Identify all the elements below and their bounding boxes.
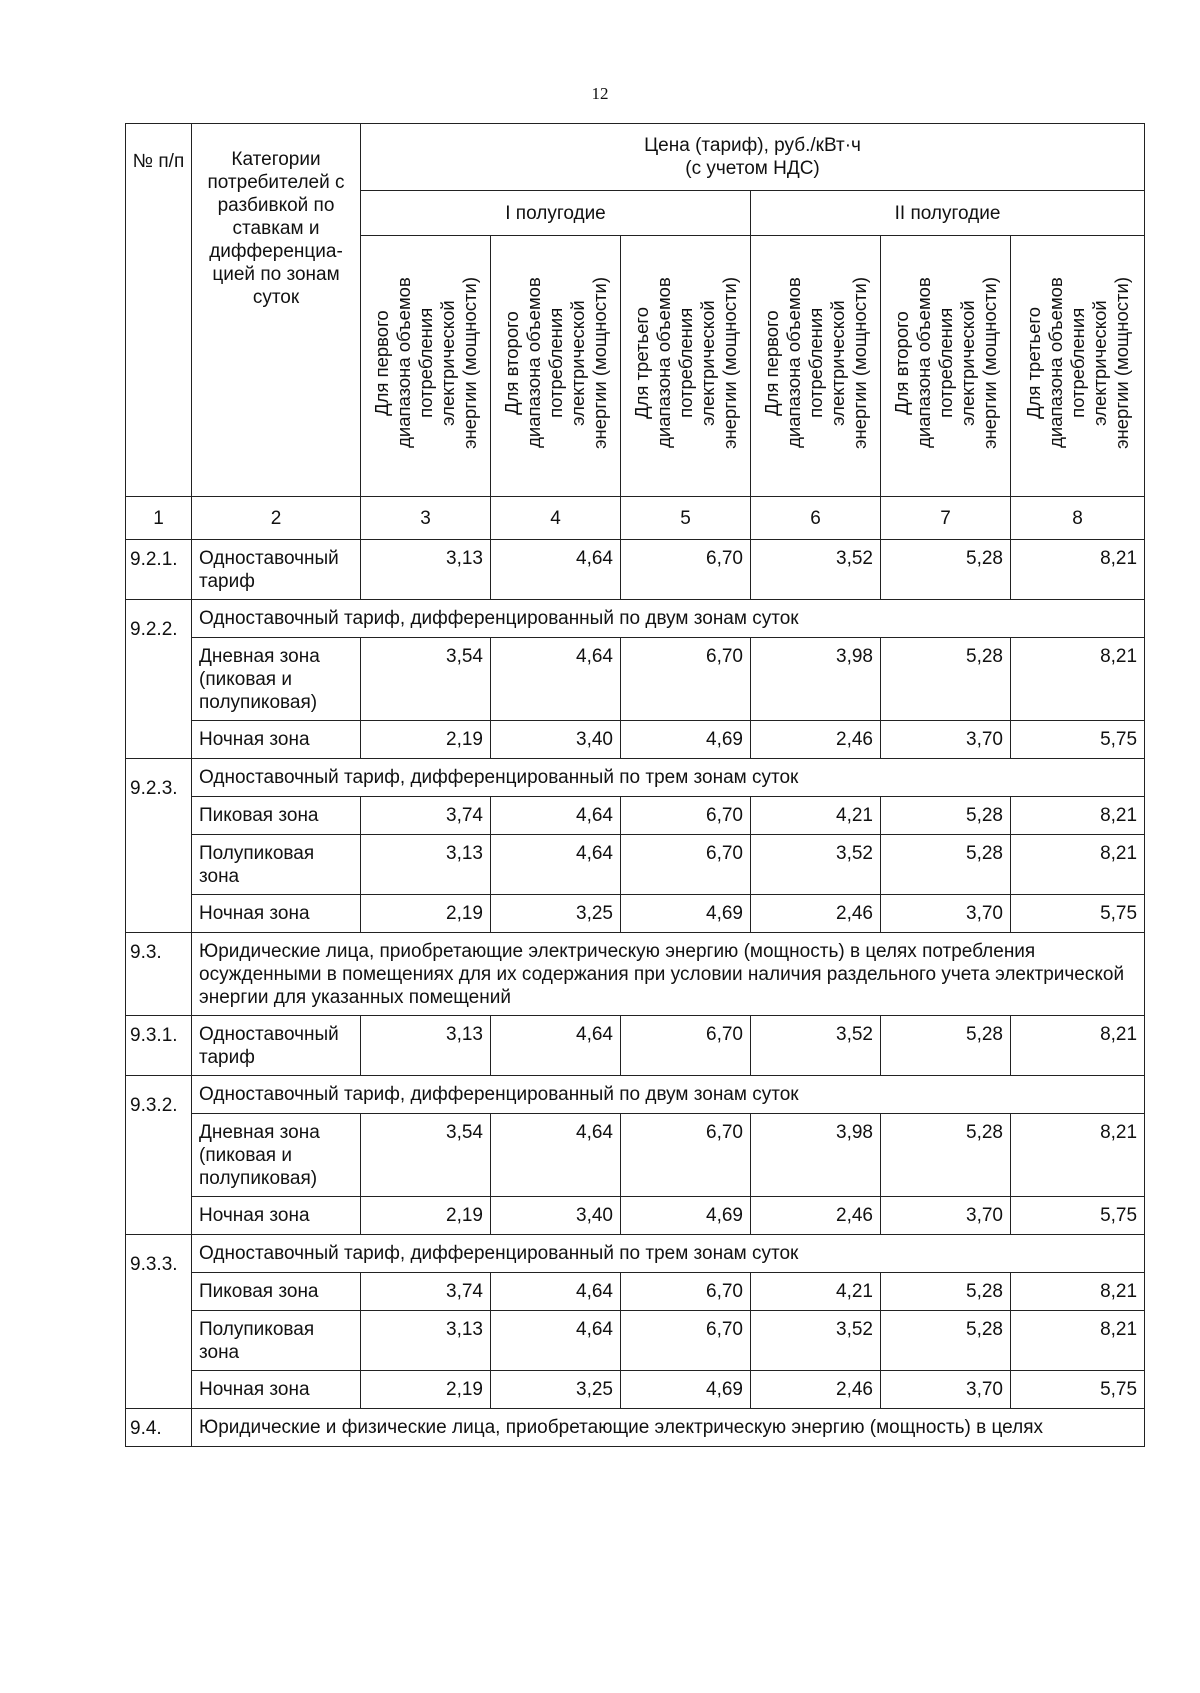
price-cell: 5,28 <box>881 638 1011 721</box>
price-cell: 8,21 <box>1011 835 1145 895</box>
section-title: Одноставочный тариф, дифференцированный по трем зонам суток <box>192 1235 1145 1273</box>
half1-header: I полугодие <box>361 191 751 236</box>
price-cell: 5,28 <box>881 540 1011 600</box>
price-cell: 4,69 <box>621 721 751 759</box>
price-cell: 3,52 <box>751 835 881 895</box>
price-cell: 3,13 <box>361 1311 491 1371</box>
range-label-line: энергии (мощности) <box>458 277 480 449</box>
price-cell: 3,40 <box>491 1197 621 1235</box>
price-cell: 4,69 <box>621 895 751 933</box>
table-row <box>126 1016 1145 1076</box>
price-cell: 2,19 <box>361 1197 491 1235</box>
column-number: 4 <box>491 497 621 540</box>
column-number: 1 <box>126 497 192 540</box>
price-cell: 5,75 <box>1011 895 1145 933</box>
range-label-line: электрической <box>956 300 978 426</box>
price-cell: 3,52 <box>751 540 881 600</box>
range-label-line: Для второго <box>500 311 522 415</box>
column-number: 2 <box>192 497 361 540</box>
price-header-line1: Цена (тариф), руб./кВт·ч <box>644 135 861 156</box>
category-name: Ночная зона <box>192 721 361 759</box>
price-cell: 5,28 <box>881 1114 1011 1197</box>
price-cell: 2,46 <box>751 1371 881 1409</box>
column-number: 8 <box>1011 497 1145 540</box>
range-label-line: потребления <box>934 307 956 419</box>
table-row <box>126 638 1145 721</box>
range-label-line: диапазона объемов <box>912 277 934 449</box>
table-row <box>126 540 1145 600</box>
header-row-price <box>126 124 1145 191</box>
range-label-line: энергии (мощности) <box>1110 277 1132 449</box>
range-label-line: диапазона объемов <box>652 277 674 449</box>
range-label-line: потребления <box>674 307 696 419</box>
section-title: Одноставочный тариф, дифференцированный по двум зонам суток <box>192 1076 1145 1114</box>
price-cell: 4,69 <box>621 1371 751 1409</box>
row-number: 9.3.3. <box>126 1235 192 1409</box>
price-cell: 5,75 <box>1011 1197 1145 1235</box>
price-cell: 5,28 <box>881 1016 1011 1076</box>
range-label-line: Для второго <box>890 311 912 415</box>
price-cell: 6,70 <box>621 1016 751 1076</box>
category-name: Одноставочный тариф <box>192 1016 361 1076</box>
price-cell: 4,69 <box>621 1197 751 1235</box>
row-number: 9.4. <box>126 1409 192 1447</box>
price-cell: 3,52 <box>751 1016 881 1076</box>
price-cell: 3,54 <box>361 1114 491 1197</box>
range-label-line: потребления <box>804 307 826 419</box>
category-header: Категории потребителей с разбивкой по ставкам и дифференциа-цией по зонам суток <box>192 124 361 497</box>
price-cell: 8,21 <box>1011 1273 1145 1311</box>
price-cell: 3,13 <box>361 1016 491 1076</box>
price-cell: 3,70 <box>881 721 1011 759</box>
range-label-line: диапазона объемов <box>522 277 544 449</box>
range1-h1-header <box>361 236 491 497</box>
range-label-line: электрической <box>696 300 718 426</box>
table-row <box>126 1197 1145 1235</box>
price-cell: 4,21 <box>751 1273 881 1311</box>
price-cell: 3,74 <box>361 797 491 835</box>
price-cell: 3,70 <box>881 1197 1011 1235</box>
page-number: 12 <box>591 84 609 103</box>
row-number: 9.3.1. <box>126 1016 192 1076</box>
price-cell: 3,74 <box>361 1273 491 1311</box>
column-number: 7 <box>881 497 1011 540</box>
price-cell: 6,70 <box>621 835 751 895</box>
range-label-line: энергии (мощности) <box>718 277 740 449</box>
range2-h2-header <box>881 236 1011 497</box>
table-row <box>126 1311 1145 1371</box>
price-cell: 3,70 <box>881 1371 1011 1409</box>
price-header <box>361 124 1145 191</box>
category-name: Дневная зона (пиковая и полупиковая) <box>192 1114 361 1197</box>
price-cell: 2,46 <box>751 895 881 933</box>
category-name: Полупиковая зона <box>192 1311 361 1371</box>
price-cell: 8,21 <box>1011 540 1145 600</box>
section-title: Юридические лица, приобретающие электрическую энергию (мощность) в целях потребления осужденными в помещениях для их содержания при условии наличия раздельного учета электрической энергии для указанных помещений <box>192 933 1145 1016</box>
table-row <box>126 721 1145 759</box>
range-label-line: энергии (мощности) <box>848 277 870 449</box>
range-label-line: Для третьего <box>1022 307 1044 419</box>
price-cell: 3,25 <box>491 1371 621 1409</box>
range-label-line: Для первого <box>760 310 782 416</box>
category-name: Ночная зона <box>192 1371 361 1409</box>
range-label-line: потребления <box>1066 307 1088 419</box>
section-title: Юридические и физические лица, приобретающие электрическую энергию (мощность) в целях <box>192 1409 1145 1447</box>
price-cell: 3,98 <box>751 638 881 721</box>
price-cell: 3,13 <box>361 835 491 895</box>
category-name: Одноставочный тариф <box>192 540 361 600</box>
category-name: Полупиковая зона <box>192 835 361 895</box>
tariff-table <box>125 123 1145 1447</box>
range1-h2-header <box>751 236 881 497</box>
column-number: 6 <box>751 497 881 540</box>
price-cell: 6,70 <box>621 638 751 721</box>
price-cell: 5,28 <box>881 1311 1011 1371</box>
row-number: 9.2.1. <box>126 540 192 600</box>
price-cell: 4,64 <box>491 1311 621 1371</box>
price-cell: 6,70 <box>621 1273 751 1311</box>
price-cell: 2,46 <box>751 721 881 759</box>
range-label-line: электрической <box>1088 300 1110 426</box>
price-cell: 4,64 <box>491 1114 621 1197</box>
price-cell: 3,98 <box>751 1114 881 1197</box>
column-number: 5 <box>621 497 751 540</box>
price-cell: 5,75 <box>1011 721 1145 759</box>
section-row <box>126 759 1145 797</box>
price-cell: 4,64 <box>491 797 621 835</box>
table-row <box>126 1371 1145 1409</box>
price-cell: 8,21 <box>1011 1016 1145 1076</box>
range-label-line: Для первого <box>370 310 392 416</box>
price-cell: 2,19 <box>361 895 491 933</box>
column-number-row <box>126 497 1145 540</box>
price-cell: 2,19 <box>361 721 491 759</box>
price-cell: 3,54 <box>361 638 491 721</box>
range-label-line: потребления <box>544 307 566 419</box>
price-cell: 4,64 <box>491 540 621 600</box>
range-label-line: электрической <box>826 300 848 426</box>
range-label-line: электрической <box>566 300 588 426</box>
price-cell: 6,70 <box>621 1311 751 1371</box>
num-header: № п/п <box>126 124 192 497</box>
table-row <box>126 895 1145 933</box>
price-cell: 4,64 <box>491 835 621 895</box>
price-cell: 5,28 <box>881 1273 1011 1311</box>
price-header-line2: (с учетом НДС) <box>685 158 820 179</box>
range-label-line: потребления <box>414 307 436 419</box>
table-row <box>126 1273 1145 1311</box>
table-row <box>126 835 1145 895</box>
price-cell: 3,52 <box>751 1311 881 1371</box>
range-label-line: электрической <box>436 300 458 426</box>
price-cell: 3,13 <box>361 540 491 600</box>
table-row <box>126 797 1145 835</box>
section-row <box>126 1076 1145 1114</box>
price-cell: 2,46 <box>751 1197 881 1235</box>
price-cell: 2,19 <box>361 1371 491 1409</box>
price-cell: 6,70 <box>621 1114 751 1197</box>
category-name: Ночная зона <box>192 1197 361 1235</box>
category-name: Пиковая зона <box>192 1273 361 1311</box>
range-label-line: энергии (мощности) <box>588 277 610 449</box>
half2-header: II полугодие <box>751 191 1145 236</box>
price-cell: 4,64 <box>491 1016 621 1076</box>
range2-h1-header <box>491 236 621 497</box>
section-row <box>126 1235 1145 1273</box>
range-label-line: энергии (мощности) <box>978 277 1000 449</box>
price-cell: 3,70 <box>881 895 1011 933</box>
row-number: 9.3.2. <box>126 1076 192 1235</box>
category-name: Пиковая зона <box>192 797 361 835</box>
table-row <box>126 1114 1145 1197</box>
price-cell: 8,21 <box>1011 1311 1145 1371</box>
price-cell: 4,21 <box>751 797 881 835</box>
price-cell: 5,28 <box>881 797 1011 835</box>
section-row <box>126 933 1145 1016</box>
price-cell: 8,21 <box>1011 797 1145 835</box>
price-cell: 5,28 <box>881 835 1011 895</box>
row-number: 9.2.3. <box>126 759 192 933</box>
price-cell: 6,70 <box>621 797 751 835</box>
price-cell: 8,21 <box>1011 638 1145 721</box>
range-label-line: диапазона объемов <box>392 277 414 449</box>
range-label-line: Для третьего <box>630 307 652 419</box>
row-number: 9.2.2. <box>126 600 192 759</box>
column-number: 3 <box>361 497 491 540</box>
section-title: Одноставочный тариф, дифференцированный по двум зонам суток <box>192 600 1145 638</box>
price-cell: 3,40 <box>491 721 621 759</box>
range3-h1-header <box>621 236 751 497</box>
price-cell: 8,21 <box>1011 1114 1145 1197</box>
price-cell: 3,25 <box>491 895 621 933</box>
section-title: Одноставочный тариф, дифференцированный по трем зонам суток <box>192 759 1145 797</box>
section-row <box>126 1409 1145 1447</box>
category-name: Дневная зона (пиковая и полупиковая) <box>192 638 361 721</box>
price-cell: 6,70 <box>621 540 751 600</box>
range3-h2-header <box>1011 236 1145 497</box>
range-label-line: диапазона объемов <box>782 277 804 449</box>
range-label-line: диапазона объемов <box>1044 277 1066 449</box>
category-name: Ночная зона <box>192 895 361 933</box>
price-cell: 4,64 <box>491 1273 621 1311</box>
row-number: 9.3. <box>126 933 192 1016</box>
price-cell: 4,64 <box>491 638 621 721</box>
section-row <box>126 600 1145 638</box>
price-cell: 5,75 <box>1011 1371 1145 1409</box>
